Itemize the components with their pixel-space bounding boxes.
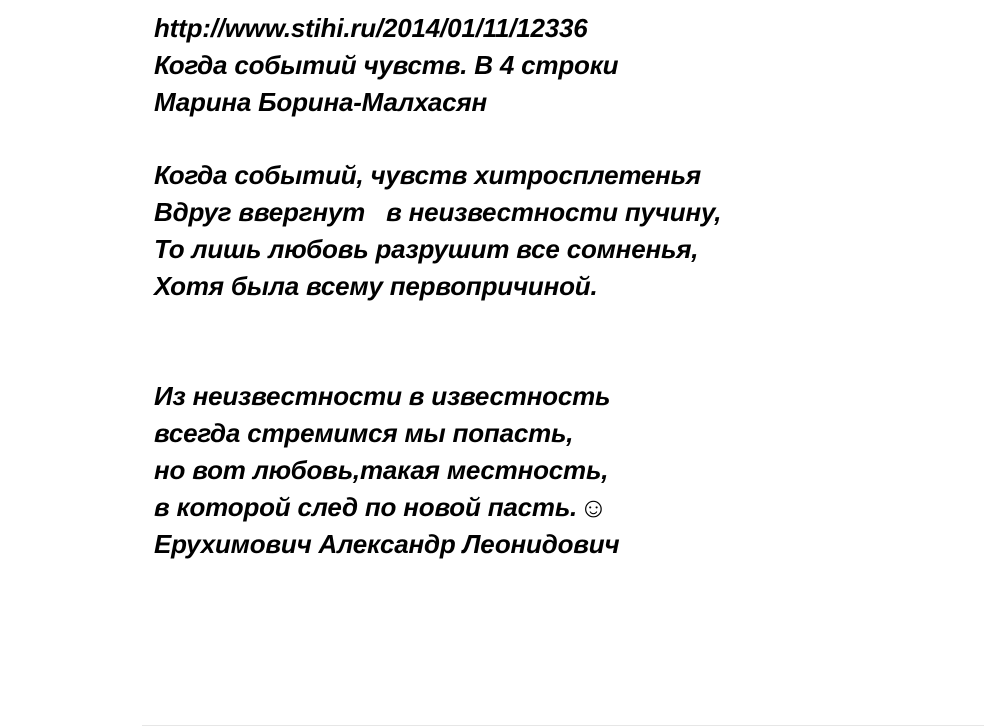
poem-stanza [154, 157, 954, 305]
document-body [154, 10, 954, 563]
poem-line: То лишь любовь разрушит все сомненья, [154, 234, 699, 264]
reply-stanza [154, 378, 954, 563]
reply-line: Из неизвестности в известность [154, 381, 611, 411]
reply-line: но вот любовь,такая местность, [154, 455, 609, 485]
reply-line: всегда стремимся мы попасть, [154, 418, 574, 448]
poem-author: Марина Борина-Малхасян [154, 87, 488, 117]
poem-line: Когда событий, чувств хитросплетенья [154, 160, 702, 190]
poem-line: Хотя была всему первопричиной. [154, 271, 598, 301]
reply-last-line-row [154, 489, 954, 526]
poem-title: Когда событий чувств. В 4 строки [154, 50, 619, 80]
reply-line: в которой след по новой пасть. [154, 492, 578, 522]
poem-line: Вдруг ввергнут в неизвестности пучину, [154, 197, 722, 227]
source-url: http://www.stihi.ru/2014/01/11/12336 [154, 13, 588, 43]
spacer [154, 121, 954, 157]
smiley-face-icon: ☺ [579, 492, 608, 523]
spacer [154, 305, 954, 378]
reply-author: Ерухимович Александр Леонидович [154, 529, 620, 559]
bottom-divider [142, 725, 984, 726]
